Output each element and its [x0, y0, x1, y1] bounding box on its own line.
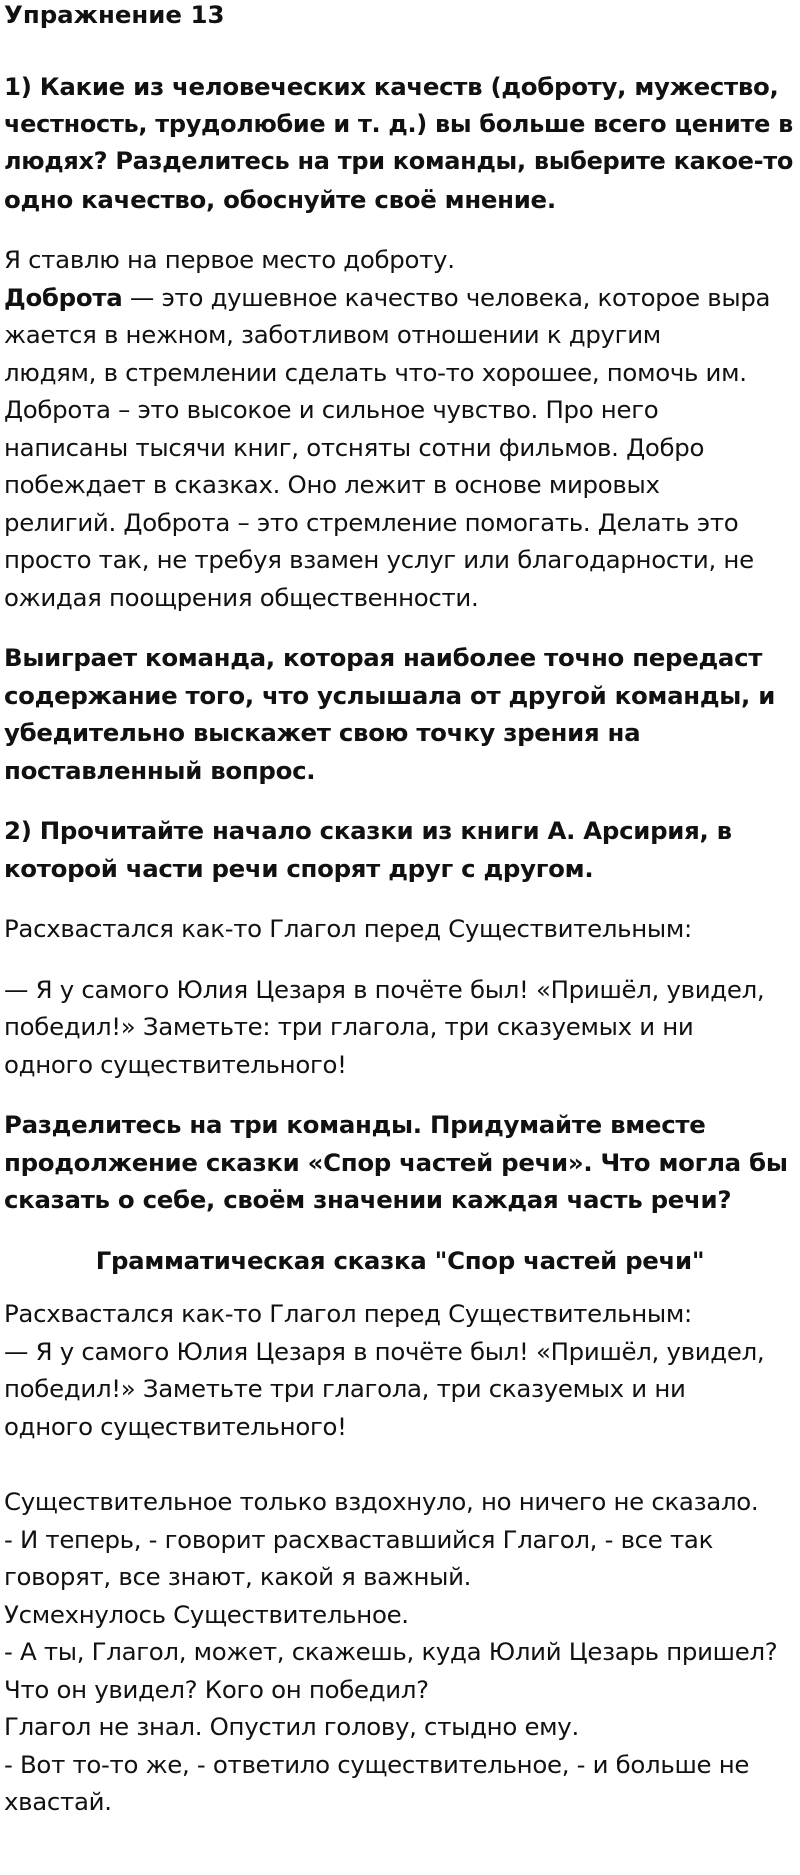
story-line: одного существительного! [4, 1411, 347, 1441]
quote-line: одного существительного! [4, 1049, 347, 1079]
task1-question-line: 1) Какие из человеческих качеств (доброту, мужество, [4, 72, 779, 101]
story-line: говорят, все знают, какой я важный. [4, 1562, 472, 1591]
task2-question [4, 812, 796, 887]
answer-intro: Я ставлю на первое место доброту. [4, 245, 455, 274]
exercise-title: Упражнение 13 [4, 0, 225, 29]
rule-line: Выиграет команда, которая наиболее точно передаст [4, 643, 763, 672]
story-line: — Я у самого Юлия Цезаря в почёте был! «Пришёл, увидел, [4, 1336, 765, 1366]
document-page [4, 0, 796, 1821]
answer-definition-rest: — это душевное качество человека, которое выра [122, 282, 771, 312]
answer-line: написаны тысячи книг, отсняты сотни фильмов. Добро [4, 432, 705, 462]
rule-line: содержание того, что услышала от другой команды, и [4, 680, 776, 710]
task2-instruction [4, 1106, 796, 1219]
story-line: - А ты, Глагол, может, скажешь, куда Юлий Цезарь пришел? [4, 1637, 778, 1666]
story-part1 [4, 1295, 796, 1445]
answer-line: людям, в стремлении сделать что-то хорошее, помочь им. [4, 357, 747, 387]
task1-question-line: людях? Разделитесь на три команды, выберите какое-то [4, 147, 794, 175]
quote-line: победил!» Заметьте: три глагола, три сказуемых и ни [4, 1012, 694, 1041]
task1-rule [4, 639, 796, 789]
task1-answer [4, 241, 796, 616]
story-line: победил!» Заметьте три глагола, три сказуемых и ни [4, 1374, 686, 1403]
rule-line: убедительно выскажет свою точку зрения на [4, 718, 641, 747]
story-line: - Вот то-то же, - ответило существительное, - и больше не [4, 1749, 750, 1779]
task1-question [4, 68, 796, 218]
answer-line: религий. Доброта – это стремление помогать. Делать это [4, 507, 739, 537]
answer-line: побеждает в сказках. Оно лежит в основе мировых [4, 470, 660, 499]
story-part2 [4, 1483, 796, 1821]
story-line: Существительное только вздохнуло, но ничего не сказало. [4, 1487, 759, 1516]
answer-line: ожидая поощрения общественности. [4, 582, 479, 612]
quote-line: — Я у самого Юлия Цезаря в почёте был! «Пришёл, увидел, [4, 974, 765, 1004]
story-line: Усмехнулось Существительное. [4, 1599, 409, 1629]
task2-quote [4, 971, 796, 1084]
answer-line: просто так, не требуя взамен услуг или благодарности, не [4, 545, 754, 574]
rule-line: поставленный вопрос. [4, 755, 316, 785]
instruction-line: сказать о себе, своём значении каждая часть речи? [4, 1185, 732, 1214]
answer-line: Доброта – это высокое и сильное чувство. Про него [4, 395, 659, 424]
answer-definition-first-line [4, 279, 796, 317]
task1-question-line: одно качество, обоснуйте своё мнение. [4, 184, 556, 214]
story-line: Расхвастался как-то Глагол перед Существительным: [4, 1299, 692, 1328]
instruction-line: Разделитесь на три команды. Придумайте вместе [4, 1110, 706, 1139]
task2-question-line: которой части речи спорят друг с другом. [4, 853, 594, 883]
answer-term: Доброта [4, 282, 123, 312]
task1-question-line: честность, трудолюбие и т. д.) вы больше всего цените в [4, 109, 793, 138]
story-line: Что он увидел? Кого он победил? [4, 1674, 429, 1704]
instruction-line: продолжение сказки «Спор частей речи». Что могла бы [4, 1147, 788, 1177]
story-heading: Грамматическая сказка "Спор частей речи" [95, 1245, 705, 1275]
task2-question-line: 2) Прочитайте начало сказки из книги А. Арсирия, в [4, 816, 732, 845]
story-line: хвастай. [4, 1787, 112, 1816]
story-line: Глагол не знал. Опустил голову, стыдно ему. [4, 1712, 579, 1741]
answer-line: жается в нежном, заботливом отношении к другим [4, 320, 661, 349]
quote-intro: Расхвастался как-то Глагол перед Существительным: [4, 914, 692, 943]
story-line: - И теперь, - говорит расхваставшийся Глагол, - все так [4, 1524, 714, 1554]
